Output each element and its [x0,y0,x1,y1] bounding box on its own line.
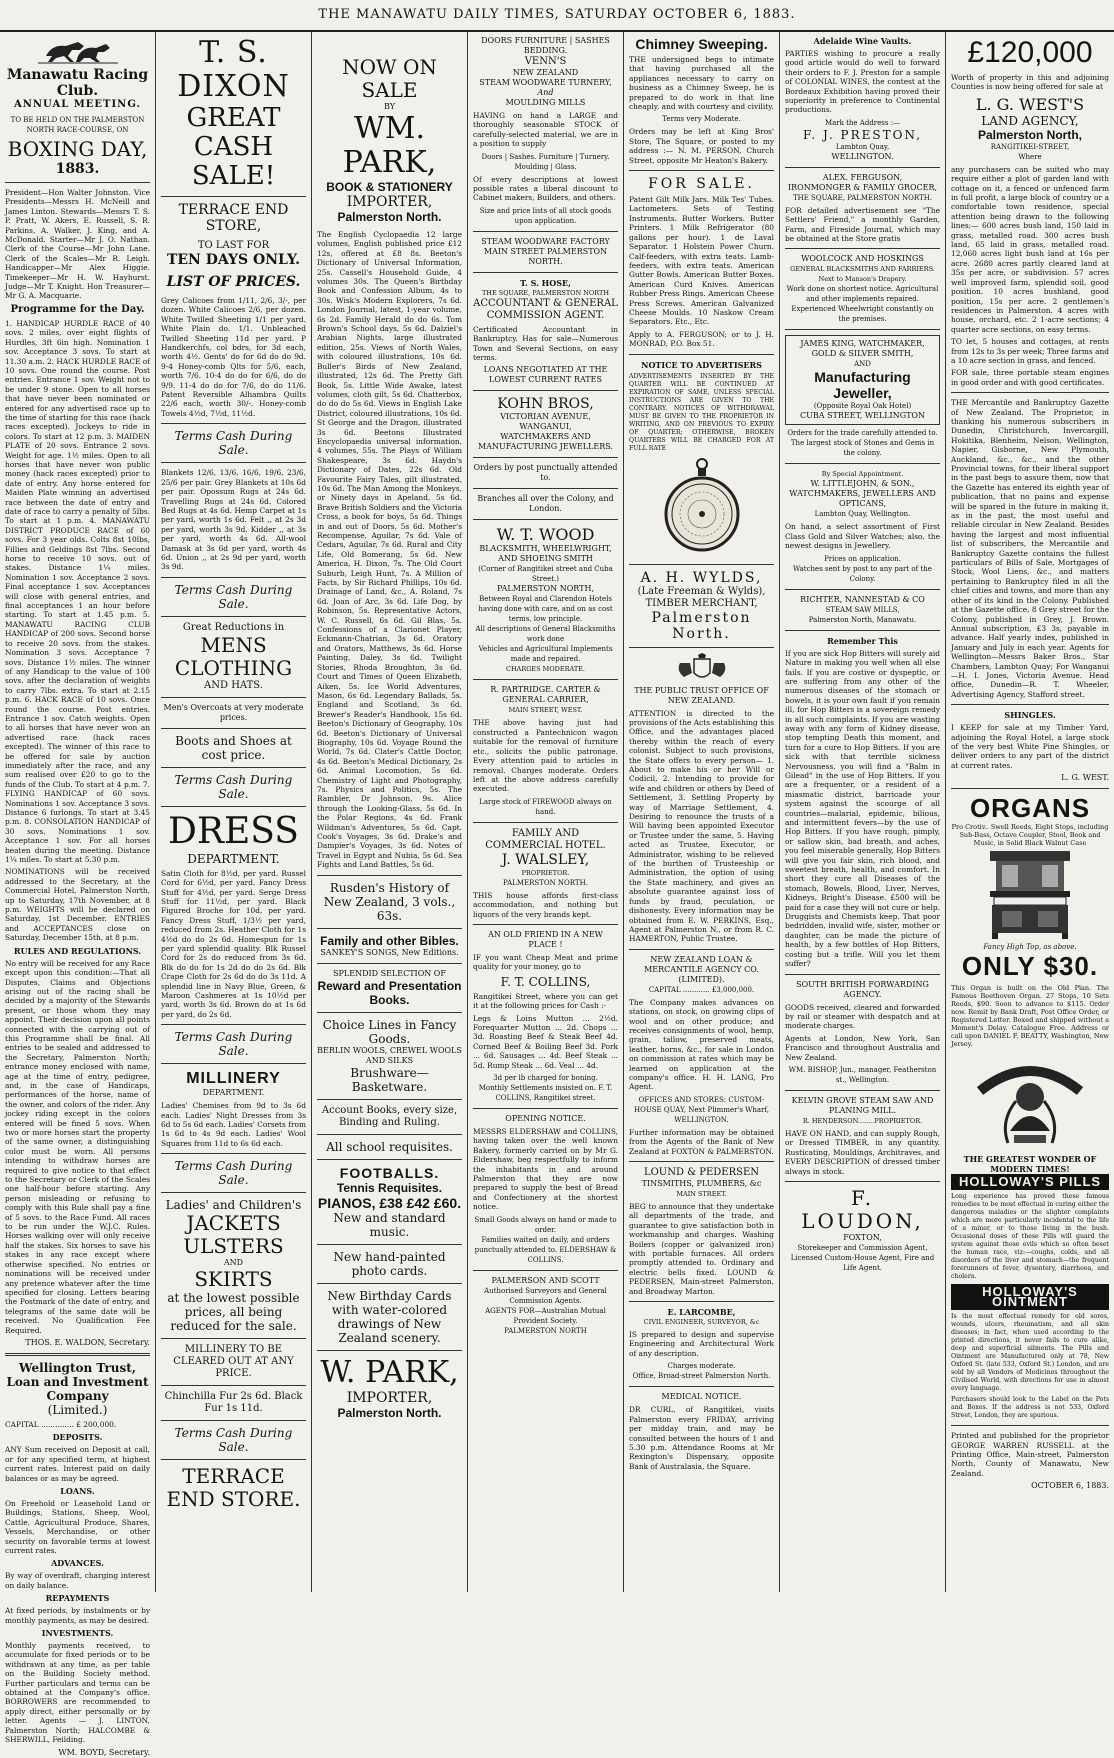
mens-clothing: MENS CLOTHING [174,632,293,680]
kohn-branches: Branches all over the Colony, and London. [477,494,614,514]
programme-text: 1. HANDICAP HURDLE RACE of 40 sovs. 2 miles, over eight flights of Hurdles, 3ft 6in high. Nomination 1 sov. Acceptance 3 sovs. To start at 11.30 a.m. 2. HACK HURDLE RACE of 10 sovs. One round the course. Post entries. Entrance 1 sov. Weight not to be under 9 stone. Open to all horses that have never been nominated or entered for any advertised race up to the time of starting for this race (hack races excepted). Jockeys to ride in colors. To start at 12 p.m. 3. MAIDEN PLATE of 20 sovs. Entrance 2 sovs. Weight for age. 1½ miles. Open to all horses that have never won public money (hack races excepted) prior to date of entry. Any horse entered for Maiden Plate winning an advertised race between the date of entry and date of race to carry a penalty of 5lbs. To start at 1 p.m. 4. MANAWATU DISTRICT PRODUCE RACE of 60 sovs. For 3 year olds. Colts 8st 10lbs, Fillies and Geldings 8st 7lbs. Second horse to receive 10 sovs. out of stakes. Distance 1¼ miles. Nomination 1 sov. Acceptance 2 sovs. Final acceptance 1 sov. Acceptances will close with general entries, and final acceptances 1 an hour before starting. To start at 1.45 p.m. 5. MANAWATU RACING CLUB HANDICAP of 200 sovs. Second horse to receive 20 sovs. from the stakes. Nomination 3 sovs. Acceptance 7 sovs. Distance 1½ miles. The winner of any Handicap to the value of 100 sovs. after the declaration of weights to carry 7lbs. extra. To start at 2.15 p.m. 6. HACK RACE of 10 sovs. Once round the course. Post entries. Entrance 1 sov. Catch weights. Open to all horses that have never won an advertised race (hack races excepted). The winner of this race to be offered for sale by auction immediately after the race, and any sum realised over £20 to go to the funds of the Club. To start at 4 p.m. 7. FLYING HANDICAP of 60 sovs. Nominations 1 sov. Acceptance 3 sovs. Distance 6 furlongs. To start at 3.45 p.m. 8. CONSOLATION HANDICAP of 30 sovs. Nominations 1 sov. Acceptance 1 sov. For all horses beaten during the meeting. Distance 1¼ miles. To start at 5.30 p.m. [5,318,150,865]
walsley-palm: PALMERSTON NORTH. [503,878,588,887]
wylds-timber: TIMBER MERCHANT, [645,597,758,609]
rules-text: No entry will be received for any Race except upon this condition:—That all Disputes, Claims and Objections arising out of the racing shall be decided by a majority of the Stewards present, or those whom they may appoint. Their decision upon all points connected with the carrying out of this Programme shall be final. All entries to be sealed and addressed to the Secretary, Palmerston North; entrance money enclosed with name, age at the time of entry, pedigree, and, in the case of Handicaps, performances of the horse, name of the owner, and colors of the rider. Any jockey riding except in the colors entered will be fined 5 sovs. When two or more horses start the property of the same owner, a distinguishing color must be worn. All persons intending to withdraw horses are required to give notice to that effect to the Secretary or Clerk of the Scales one half-hour before starting. Any person misleading or refusing to comply with this Rule shall pay a fine of 5 sovs. to the Race Fund. All races to be run under the W.J.C. Rules. Horses walking over will only receive half the stakes. Six horses to save his stakes in any race except where otherwise specified. No entries or nominations will be received under any pretence whatever after the time specified for closing. Letters bearing the Postmark of the date of entry, and telegrams of the same date will be received. No Qualification Fee Required. [5,958,150,1335]
wylds-late: (Late Freeman & Wylds), [637,585,766,597]
hop-bitters-text: If you are sick Hop Bitters will surely aid Nature in making you well when all else fails. If you are costive or dyspeptic, or are suffering from any other of the numerous diseases of the stomach or bowels, it is your own fault if you remain ill, for Hop Bitters is a sovereign remedy in all such complaints. If you are wasting away with any form of Kidney disease, stop tempting Death this moment, and turn for a cure to Hop Bitters. If you are sick with that terrible sickness Nervousness, you will find a "Balm in Gilead" in the use of Hop Bitters. If you are a frequenter, or a resident of a miasmatic district, barricade your system against the scourge of all countries—malarial, epidemic, bilious, and intermittent fevers—by the use of Hop Bitters. If you have rough, pimply, or sallow skin, bad breath, and aches, you feel miserable generally, Hop Bitters will give you fair skin, rich blood, and sweetest breath, health, and comfort. In short they cure all Diseases of the stomach, Bowels, Blood, Liver, Nerves, Kidneys, Bright's Disease. £500 will be paid for a case they will not cure or help. Druggists and Chemists keep. That poor bedridden, invalid wife, sister, mother or daughter, can be made the picture of health, by a few bottles of Hop Bitters, costing but a trifle. Will you let them suffer? [785,648,940,969]
collins-name: F. T. COLLINS, [500,974,591,989]
great-cash-sale: GREAT CASH SALE! [186,103,281,191]
terrace-end-footer: TERRACE END STORE. [166,1464,301,1512]
dixon-name: T. S. DIXON [177,35,290,104]
venns: VENN'S [524,56,567,67]
public-trust-text: ATTENTION is directed to the provisions of the Acts establishing this Office, and the advantages placed thereby within the reach of every colonist. Subject to such provisions, the State offers to every person— 1. About to make his or her Will or Codicil, 2. Intending to provide for wife and children or others by Deed of Settlement, 3. Settling Property by way of Marriage Settlement, 4. Desiring to renounce the trusts of a Will having been appointed Executor or Trustee under the same, 5. Having acted as Trustee, Executor, or Administrator, wishing to be relieved of the burthen of Trusteeship or Administration, the option of using the State machinery, and gives an absolute guarantee against loss of funds by fraud, peculation, or dishonesty. Every information may be obtained from E. W. PERKINS, Esq., Agent at Palmerston N., or from R. C. HAMERTON, Public Trustee. [629,708,774,944]
hose-cert: Certificated Accountant in Bankruptcy. Has for sale—Numerous Town and Several Sections, on easy terms. [473,324,618,363]
opening-notice: OPENING NOTICE. [505,1114,586,1123]
account-books: Account Books, every size, Binding and Ruling. [321,1104,458,1128]
littlejohn-prices: Prices on application. [824,554,901,563]
ferguson-name: ALEX. FERGUSON, [822,172,903,182]
hose-name: T. S. HOSE, [520,277,571,288]
loans-negotiated: LOANS NEGOTIATED AT THE LOWEST CURRENT RATES [483,365,608,385]
nz-loan-capital: CAPITAL ............ £3,000,000. [648,985,755,994]
adelaide-mark: Mark the Address :— [824,118,901,127]
wylds-palm: Palmerston North. [651,609,752,642]
terms-cash-5: Terms Cash During Sale. [174,1159,293,1188]
palmerson-agents: AGENTS FOR—Australian Mutual Provident Society. [485,1306,606,1325]
sankeys-songs: SANKEY'S SONGS, New Editions. [320,947,459,957]
kohn-victoria: VICTORIAN AVENUE, WANGANUI, [500,412,591,432]
birthday-cards: New Birthday Cards with water-colored drawings of New Zealand scenery. [327,1288,452,1345]
kelvin-grove: KELVIN GROVE STEAM SAW AND PLANING MILL. [791,1095,934,1115]
venn-items: Doors | Sashes. Furniture | Turnery. Moulding | Glass. [481,152,610,171]
investments-text: Monthly payments received, to accumulate for fixed periods or to be withdrawn at any time, as per table on the Building Society method. Further particulars and terms can be obtained at the Company's office. BORROWERS are recommended to apply direct, either personally or by letter. Agents — J. LINTON, Palmerston North; HALCOMBE & SHERWILL, Feilding. [5,1641,150,1745]
moulding-mills: MOULDING MILLS [505,98,586,107]
west-where: Where [1018,152,1042,161]
adelaide-text: PARTIES wishing to procure a really good article would do well to forward their orders to F. J. Preston for a sample of COLONIAL WINES, the contest at the Bordeaux Exhibition having proved their superiority in preference to Continental productions. [785,49,940,115]
south-bishop: WM. BISHOP, Jun., manager, Featherston st., Wellington. [788,1065,937,1084]
dress-prices: Satin Cloth for 8½d, per yard. Russel Cord for 6½d, per yard. Fancy Dress Stuff for 4½d, per yard. Serge Dress Stuff for 11½d, per yard. Black Figured Broche for 10d, per yard. Fancy Dress Stuff, 1/3½ per yard, reduced from 2s. Heather Cloth for 1s 4½d do do 2s 6d. Homespun for 1s per yard splendid quality. Blk Russel Cord for 2s do reduced from 3s 6d. Blk do do for 1s 2d do do 2s 6d. Blk Crape Cloth for 2s 6d do do 3s 11d. A splendid line in Navy Blue, Green, & Maroon Cashmeres at 1s 10½d per yard, worth 3s 6d. Brown do at 1s 6d per yard, do 2s 6d. [161,868,306,1019]
kohn-bros: KOHN BROS, [497,396,594,413]
walsley: J. WALSLEY, [501,851,590,868]
advances-title: ADVANCES. [51,1558,104,1569]
royal-coat-of-arms-icon [629,653,774,686]
wood-black: BLACKSMITH, WHEELWRIGHT, AND SHOEING SMITH [479,544,612,564]
great-reductions: Great Reductions in [182,621,285,633]
steam-woodware: STEAM WOODWARE TURNERY, [479,78,612,87]
now-on-sale: NOW ON SALE [342,55,437,102]
wm-park: WM. PARK, [342,111,437,180]
venn-every: Of every descriptions at lowest possible rates a liberal discount to Cabinet makers, Builders, and others. [473,174,618,203]
nz-loan: NEW ZEALAND LOAN & MERCANTILE AGENCY CO. (LIMITED). [644,954,759,984]
loudon: F. LOUDON, [801,1185,924,1233]
list-of-prices: LIST OF PRICES. [166,274,301,290]
prices-list-1: Grey Calicoes from 1/11, 2/6, 3/-, per dozen. White Calicoes 2/6, per dozen. White Twilled Sheeting 1/1 per yard. White Plain do. 1/1. Unbleached Twilled Sheeting 11d per yard. P Handkerchfs, col bdrs, for 3d each, worth 4½. Gents' do for 6d do do 9d. 9-4 Honey-comb Qlts for 5/6, each, worth 7/6. 10-4 do do for 6/6, do do 9/9. 11-4 do do for 7/6, do do 11/6. Patent Reversible Alhambra Quilts 22/6 each, worth 30/-. Honey-comb Towels 4½d, 7½d, 11½d. [161,296,306,418]
woolcock-work: Work done on shortest notice. Agricultural and other implements repaired. [786,285,939,304]
king-orders: Orders for the trade carefully attended to. [787,429,938,438]
pianos: PIANOS, £38 £42 £60. [317,1194,462,1211]
wests-agency: L. G. WEST'S [975,94,1085,114]
dress-heading: DRESS [168,810,299,852]
collins-monthly: Monthly Settlements insisted on. F. T. COLLINS, Rangitikei street. [478,1084,613,1102]
richter: RICHTER, NANNESTAD & CO [800,594,925,604]
preston-wellington: WELLINGTON. [831,151,894,161]
partridge: R. PARTRIDGE. CARTER & GENERAL CARRIER, [490,685,601,705]
loudon-foxton: FOXTON, [843,1232,882,1242]
medical-notice: MEDICAL NOTICE. [661,1392,742,1402]
column-6 [780,32,946,1592]
amount-120000: £120,000 [967,36,1093,69]
mens-overcoats: Men's Overcoats at very moderate prices. [163,702,304,722]
south-goods: GOODS received, cleared and forwarded by rail or steamer with despatch and at moderate charges. [785,1002,940,1031]
importer: IMPORTER, [346,194,433,210]
littlejohn-text: On hand, a select assortment of First Class Gold and Silver Watches; also, the newest designs in Jewellery. [785,522,940,551]
king-opp: (Opposite Royal Oak Hotel) [813,402,912,411]
column-3 [312,32,468,1592]
ulsters: ULSTERS [183,1234,284,1259]
and-word-4: And [537,88,554,97]
rules-title: RULES AND REGULATIONS. [13,945,142,956]
nominations-text: NOMINATIONS will be received addressed to the Secretary, at the Commercial Hotel, Palmerston North, up to Saturday, 17th November, at 8 p.m. WEIGHTS will be declared on Saturday, 1st December. ENTRIES and ACCEPTANCES close on Saturday, December 15th, at 8 p.m. [5,867,150,943]
deposits-text: ANY Sum received on Deposit at call, or for any specified term, at highest current rates. Interest paid on daily balances or as may be agreed. [5,1445,150,1483]
deposits-title: DEPOSITS. [52,1432,103,1443]
new-zealand: NEW ZEALAND [512,68,579,77]
kelvin-text: HAVE ON HAND, and can supply Rough, or Dressed TIMBER, in any quantity. Rusticating, Mouldings, Architraves, and EVERY DESCRIPTION of dressed timber always in stock. [785,1128,940,1176]
nz-loan-offices: OFFICES AND STORES: CUSTOM-HOUSE QUAY, Next Plimmer's Wharf, WELLINGTON. [634,1095,769,1124]
partridge-main: MAIN STREET, WEST. [508,706,583,715]
lound-pedersen: LOUND & PEDERSEN [643,1167,760,1178]
shingles: SHINGLES. [1004,710,1056,721]
meeting-year: 1883. [55,161,100,177]
ointment-text: Is the most effectual remedy for old sores, wounds, ulcers, rheumatism, and all skin diseases; in fact, when used according to the printed directions, it never fails to cure alike, deep and superficial ailments. The Pills and Ointment are Manufactured only at 78, New Oxford St. (late 533, Oxford St.) London, and are sold by all Vendors of Medicines throughout the Civilised World, with directions for use in almost every language. [951,1313,1109,1393]
king-cuba: CUBA STREET, WELLINGTON [800,411,925,421]
purchasers-text: Purchasers should look to the Label on the Pots and Boxes. If the address is not 533, Oxford Street, London, they are spurious. [951,1396,1109,1420]
public-trust-title: THE PUBLIC TRUST OFFICE OF NEW ZEALAND. [634,685,769,705]
programme-title: Programme for the Day. [10,303,145,315]
chimney-terms: Terms very Moderate. [662,115,741,124]
south-agents: Agents at London, New York, San Francisco and throughout Australia and New Zealand. [785,1033,940,1062]
loans-text: On Freehold or Leasehold Land or Buildings, Stations, Sheep, Wool, Cattle, Agricultural Produce, Shares, Vessels, Merchandise, or other security on favorable terms at lowest current rates. [5,1498,150,1555]
dairy-apply: Apply to A. FERGUSON; or to J. H. MONRAD, P.O. Box 51. [629,329,774,349]
wood-vehicles: Vehicles and Agricultural Implements made and repaired. [478,645,613,664]
organs-sub: Pro Crotiv.. Swell Reeds, Eight Stops, including Sub-Bass, Octave Coupler, Stool, Book and Music, in Solid Black Walnut Case [951,823,1109,848]
splendid-selection: SPLENDID SELECTION OF [333,968,446,978]
eldershaw-small: Small Goods always on hand or made to order. [474,1215,617,1234]
terrace-end-store: TERRACE END STORE, [178,202,289,234]
trust-capital: CAPITAL .............. £ 200,000. [5,1419,117,1429]
west-text: any purchasers can be suited who may require either a plot of garden land with cottage on it, a fenced or unfenced farm in full profit, a large block of country or a comfortable town residence, special attention being drawn to the following lines;— 600 acres bush land, 150 laid in grass, metalled road. 300 acres bush land, 65 laid in grass, metalled road. 12,060 acres light bush land at 16s per acre. 2680 acres partly cleared land at 35s per acre, or subdivision. 57 acres well improved farm, splendid soil, good position. 10 acres bushland, good position, 15s per acre. 2 gentlemen's residences in Palmerston. 4 acres with house, orchard, etc. 2 1-acre sections; 4 quarter acre sections, on easy terms. [951,164,1109,334]
club-officers: President—Hon Walter Johnston. Vice Presidents—Messrs H. McNeill and James Linton. Stewards—Messrs T. S. P. Pratt, W. Akers, E. Russell, S. R. Parkins, A. Walker, J. King, and A. McDonald. Starter—Mr J. O. Nathan. Clerk of the Course—Mr John Lane. Clerk of the Scales—Mr R. Leigh. Handicapper—Mr Alex Higgie. Timekeeper—Mr H. W. Hayhurst. Judge—Mr T. Knight. Hon Treasurer—Mr G. A. Macquarie. [5,188,150,301]
millinery-clearance: MILLINERY TO BE CLEARED OUT AT ANY PRICE. [173,1344,294,1380]
wood-name: W. T. WOOD [496,525,595,545]
old-friend: AN OLD FRIEND IN A NEW PLACE ! [488,929,603,949]
west-for-sale: FOR sale, three portable steam engines in good order and with good certificates. [951,368,1109,387]
mercantile-gazette: THE Mercantile and Bankruptcy Gazette of New Zealand. The Proprietor, in thanking his numerous subscribers in Dunedin, Christchurch, Invercargill, Hokitika, Blenheim, Nelson, Wellington, Napier, Gisborne, New Plymouth, Auckland, &c., &c., and the other Provincial towns, for their liberal support in the past begs to assure them, now that the Gazette has entered its eighth year of publication, that no pains and expense will be spared in the future in making it, as in the past, the most useful and reliable circular in New Zealand. Besides having the largest and most influential list of subscribers, the Mercantile and Bankruptcy Gazette contains the fullest particulars of Bills of Sale, Mortgages of Stock, Wool Liens, &c., and matters pertaining to Bankruptcy filed in all the chief cities and towns, and more than any other of its kind in the Colony. Published at the Gazette office, 8 Grey street for the Colony, published in Grey, J. Brown. Annual subscription, £3 3s, payable in advance. Half yearly index, published in January and July in each year. Agents for Wellington—Messrs Baker Bros., Star Chambers, Lambton Quay; For Wanganui—H. I. Jones, Victoria Avenue. Head office, Dunedin—R. T. Wheeler, Advertising Agency, Stafford street. [951,398,1109,699]
manufacturing-jeweller: Manufacturing Jeweller, [814,369,911,402]
littlejohn-watches: Watches sent by post to any part of the Colony. [793,564,932,583]
column-7 [946,32,1114,1592]
south-british: SOUTH BRITISH FORWARDING AGENCY. [796,979,929,999]
holloways-pills: HOLLOWAY'S PILLS [951,1174,1109,1190]
eldershaw-families: Families waited on daily, and orders punctually attended to. ELDERSHAW & COLLINS. [474,1235,617,1264]
beatty-text: This Organ is built on the Old Plan. The Famous Beethoven Organ. 27 Stops, 10 Sets Reeds, $90. Soon to advance to $115. Order now. Remit by Bank Draft, Post Office Order, or Registered Letter. Boxed and shipped without a Moment's Delay. Catalogue Free. Address or call upon DANIEL F. BEATTY, Washington, New Jersey. [951,984,1109,1049]
berlin-wools: BERLIN WOOLS, CREWEL WOOLS AND SILKS [317,1045,462,1065]
millinery-heading: MILLINERY [186,1070,281,1088]
palmerston-north-footer: Palmerston North. [337,1405,442,1420]
larcombe-text: IS prepared to design and supervise Engineering and Architectural Work of any description. [629,1330,774,1358]
skirts: SKIRTS [194,1267,273,1292]
king-and: AND [854,360,871,369]
organ-icon [951,847,1109,942]
only-30: ONLY $30. [961,951,1099,982]
book-stationery: BOOK & STATIONERY [326,180,453,194]
by-word: BY [383,102,396,111]
wood-corner: (Corner of Rangitikei street and Cuba Street.) [478,565,613,584]
organs: ORGANS [969,793,1091,824]
holloways-crest-icon [951,1051,1109,1154]
school-requisites: All school requisites. [326,1139,453,1154]
remember-this: Remember This [827,635,898,646]
preston-name: F. J. PRESTON, [802,127,923,142]
eldershaw-text: MESSRS ELDERSHAW and COLLINS, having taken over the well known Bakery, formerly carried on by Mr G. Eldershaw, beg respectfully to inform the inhabitants in and around Palmerston that they are now prepared to supply the best of Bread and Confectionery at the shortest notice. [473,1127,618,1212]
adelaide-vaults: Adelaide Wine Vaults. [813,36,912,46]
advances-text: By way of overdraft, charging interest on daily balance. [5,1571,150,1590]
greatest-wonder: THE GREATEST WONDER OF MODERN TIMES! [963,1154,1097,1175]
richter-steam: STEAM SAW MILLS, [825,605,900,614]
secretary-signature: THOS. E. WALDON, Secretary. [25,1337,150,1347]
littlejohn-watch: WATCHMAKERS, JEWELLERS AND OPTICANS, [789,489,936,509]
nz-loan-text: The Company makes advances on stations, on stock, on growing clips of wool and on other produce; and receives consignments of wool, hemp, grain, tallow, preserved meats, leather, horns, &c., for sale in London on commission at rates which may be learned on application at the company's office. H. H. LANG, Pro Agent. [629,997,774,1092]
woolcock-general: GENERAL BLACKSMITHS AND FARRIERS. Next to Manson's Drapery. [790,265,935,284]
notice-advertisers-text: ADVERTISEMENTS INSERTED BY THE QUARTER WILL BE CONTINUED AT EXPIRATION OF SAME, UNLESS SPECIAL INSTRUCTIONS ARE GIVEN TO THE CONTRARY. NOTICES OF WITHDRAWAL MUST BE GIVEN TO THE PROPRIETOR IN WRITING, AND ON PREVIOUS TO EXPIRY OF QUARTER; OTHERWISE, BROKEN QUARTERS WILL BE CHARGED FOR AT FULL RATE [629,372,774,452]
family-bibles: Family and other Bibles. [320,933,459,948]
ferguson-square: THE SQUARE, PALMERSTON NORTH. [792,193,933,202]
hose-square: THE SQUARE, PALMERSTON NORTH [481,288,610,297]
investments-title: INVESTMENTS. [41,1628,114,1639]
wood-charges: CHARGES MODERATE. [505,665,585,674]
lowest-prices: at the lowest possible prices, all being reduced for the sale. [167,1291,300,1334]
wood-between: Between Royal and Clarendon Hotels [479,595,612,604]
terms-cash-6: Terms Cash During Sale. [174,1426,293,1455]
wood-all: All descriptions of General Blacksmiths work done [475,625,616,644]
pocket-watch-icon [629,456,774,559]
west-to-let: TO let, 5 houses and cottages, at rents from 12s to 3s per week; Three farms and a 10 acre section in grass, and fenced. [951,337,1109,365]
shingles-text: I KEEP for sale at my Timber Yard, adjoining the Royal Hotel, a large stock of the very best White Pine Shingles, or deliver orders to any part of the district at current rates. [951,723,1109,770]
venn-having: HAVING on hand a LARGE and thoroughly seasonable STOCK of carefully-selected material, we are in a position to supply [473,111,618,149]
boots-and-shoes: Boots and Shoes at cost price. [175,733,292,762]
notice-advertisers: NOTICE TO ADVERTISERS [641,359,762,370]
shingles-west: L. G. WEST. [1061,773,1109,783]
venn-factory: STEAM WOODWARE FACTORY MAIN STREET PALMERSTON NORTH. [481,236,610,266]
ten-days-only: TEN DAYS ONLY. [166,252,301,268]
dairy-items: Patent Gilt Milk Jars. Milk Tes' Tubes. Lactometers. Sets of Testing Instruments. Butter Workers. Butter Printers. 1 Milk Refrigerator (80 gallons per hour). 1 de Laval Separator. 1 Holstein Power Churn. Calf-feeders, with extra teats. Lamb-feeders, with extra teats. American Gutter Bowls. American Butter Boxes. American Curd Knives. American Rubber Press Rings. American Cheese Press Screws. American Galvanized Cheese Moulds. 10 Naskow Cream Separators. Etc., Etc. [629,195,774,327]
woolcock: WOOLCOCK AND HOSKINGS [801,254,924,264]
trust-title: Wellington Trust, Loan and Investment Company [6,1360,149,1403]
dress-department: DEPARTMENT. [187,851,280,866]
larcombe: E. LARCOMBE, [667,1307,736,1318]
king-name: JAMES KING, WATCHMAKER, GOLD & SILVER SMITH, [800,339,925,359]
wood-having: having done with care, and on as cost terms, low principle. [478,605,613,624]
wood-palm: PALMERSTON NORTH, [496,584,594,594]
walsley-text: THIS house affords first-class accommodation, and nothing but liquors of the very brands kept. [473,890,618,919]
ferguson-text: FOR detailed advertisement see "The Settlers' Friend," a monthly Garden, Farm, and Fireside Journal, which may be obtained at the Store gratis [785,205,940,244]
new-music: New and standard music. [333,1210,446,1239]
larcombe-charges: Charges moderate. [667,1362,736,1371]
column-4 [468,32,624,1592]
dr-curl-text: DR CURL, of Rangitikei, visits Palmerston every FRIDAY, arriving per midday train, and may be consulted between the hours of 1 and 5.30 p.m. Attendance Rooms at Mr Rexington's Dispensary, opposite Bank of Australasia, the Square. [629,1405,774,1471]
boxing-day: BOXING DAY, [7,137,148,161]
accountant: ACCOUNTANT & GENERAL COMMISSION AGENT. [473,297,618,321]
partridge-firewood: Large stock of FIREWOOD always on hand. [479,797,612,816]
king-largest: The largest stock of Stones and Gems in the colony. [790,439,935,458]
preston-lambton: Lambton Quay, [835,142,890,151]
fancy-high-top: Fancy High Top, as above. [983,943,1077,952]
terms-cash-4: Terms Cash During Sale. [174,1030,293,1059]
collins-meats: Legs & Loins Mutton ... 2½d. Forequarter Mutton ... 2d. Chops ... 3d. Roasting Beef & Steak Beef 4d. Corned Beef & Boiling Beef 3d. Pork ... 6d. Sausages ... 4d. Beef Steak ... 5d. Rump Steak ... 6d. Veal ... 4d. [473,1013,618,1070]
walsley-proprietor: PROPRIETOR. [521,868,570,877]
club-name: Manawatu Racing Club. [6,67,149,99]
chimney-orders: Orders may be left at King Bros' Store, The Square, or posted to my address :— N. M. PERSON, Church Street, opposite Mr Heaton's Bakery. [629,127,774,165]
column-1 [0,32,156,1757]
prices-list-2: Blankets 12/6, 13/6, 16/6, 19/6, 23/6, 25/6 per pair. Grey Blankets at 10s 6d per pair. Opossum Rugs at 24s 6d. Travelling Rugs at 24s 6d. Colored Bed Rugs at 4s 6d. Hemp Carpet at 1s per yard, worth 1s 6d. Felt ,, at 2s 3d per yard, worth 3s 9d. Kidder ,, at 3s per yard, worth 4s 6d. All-wool Damask at 3s 6d per yard, worth 4s 6d. Union ,, at 2s 9d per yard, worth 3s 9d. [161,468,306,572]
pills-text: Long experience has proved these famous remedies to be most effectual in curing either the dangerous maladies or the slighter complaints which are more particularly incidental to the life of a miner, or to those living in the bush. Occasional doses of these Pills will guard the system against those evils which so often beset the human race, viz:—coughs, colds, and all disorders of the liver and stomach—the frequent forerunners of fever, dysentery, diarrhoea, and cholera. [951,1193,1109,1281]
tennis-requisites: Tennis Requisites. [336,1180,443,1195]
doors-sashes: DOORS FURNITURE | SASHES BEDDING. [481,36,610,55]
chinchilla-fur: Chinchilla Fur 2s 6d. Black Fur 1s 11d. [164,1391,303,1415]
trust-limited: (Limited.) [47,1402,108,1417]
loudon-store: Storekeeper and Commission Agent, Licensed Custom-House Agent, Fire and Life Agent. [790,1243,935,1272]
lound-main: MAIN STREET. [676,1190,727,1198]
woolcock-wheelwright: Experienced Wheelwright constantly on the premises. [791,305,934,324]
and-hats: AND HATS. [204,679,263,691]
and-word: AND [223,1258,244,1268]
reward-books: Reward and Presentation Books. [317,978,462,1007]
larcombe-civil: CIVIL ENGINEER, SURVEYOR, &c [643,1318,760,1327]
printed-date: OCTOBER 6, 1883. [1031,1481,1109,1491]
littlejohn: W. LITTLEJOHN, & SON., [810,479,915,489]
chimney-text: THE undersigned begs to intimate that having purchased all the appliances necessary to carry on business as a Chimney Sweep, he is prepared to do work in that line cheaply, and with courtesy and civility. [629,55,774,112]
footballs: FOOTBALLS. [339,1164,440,1181]
ladies-childrens: Ladies' and Children's [165,1198,302,1213]
millinery-department: DEPARTMENT. [202,1088,265,1098]
jackets: JACKETS [186,1211,281,1236]
worth-text: Worth of property in this and adjoining Counties is now being offered for sale at [951,73,1109,92]
column-5 [624,32,780,1592]
masthead: THE MANAWATU DAILY TIMES, SATURDAY OCTOBER 6, 1883. [0,0,1114,32]
millinery-text: Ladies' Chemises from 9d to 3s 6d each. Ladies' Night Dresses from 3s 6d to 5s 6d each. Ladies' Corsets from 1s 6d to 4s 9d each. Ladies' Wool Squares from 11d to 6s 6d each. [161,1101,306,1148]
lound-text: BEG to announce that they undertake all departments of the trade, and guarantee to give satisfaction both in workmanship and charges. Washing Boilers (copper or galvanized iron) with portable furnaces. All orders promptly attended to. Ordinary and electric bells fixed. LOUND & PEDERSEN, Main-street Palmerston, and Broadway Marton. [629,1202,774,1296]
photo-cards: New hand-painted photo cards. [333,1249,446,1278]
kohn-watch: WATCHMAKERS AND MANUFACTURING JEWELLERS. [478,432,613,452]
for-sale: FOR SALE. [648,176,755,193]
west-rangitikei: RANGITIKEI-STREET, [990,142,1070,151]
terms-cash-3: Terms Cash During Sale. [174,772,293,801]
terms-cash-1: Terms Cash During Sale. [174,429,293,458]
collins-rangitikei: Rangitikei Street, where you can get it at the following prices for Cash :- [473,991,618,1011]
wylds: A. H. WYLDS, [640,569,763,586]
palmerson-palm: PALMERSTON NORTH [504,1326,587,1335]
kelvin-henderson: R. HENDERSON........PROPRIETOR. [802,1116,923,1125]
palmerson-surveyors: Authorised Surveyors and General Commission Agents. [484,1286,607,1305]
choice-lines: Choice Lines in Fancy Goods. [322,1017,457,1046]
column-2 [156,32,312,1592]
littlejohn-lambton: Lambton Quay, Wellington. [814,510,911,519]
rusden-history: Rusden's History of New Zealand, 3 vols., 63s. [323,880,456,923]
printed-text: Printed and published for the proprietor GEORGE WARREN RUSSELL at the Printing Office, Main-street, Palmerston North, County of Manawatu, New Zealand. [951,1431,1109,1478]
books-list: The English Cyclopaedia 12 large volumes, English published price £12 12s, offered at £8 8s. Beeton's Dictionary of Universal Information, 25s. Cassell's Household Guide, 4 volumes 30s. The Queen's Birthday Book and Confession Album, 4s to 30s. Wisk's Modern Explorers, 7s 6d. London Journal, latest, 1-year volume, 6s 2d. Family Herald do do 6s. Tom Brown's School days, 5s 6d. Dalziel's Arabian Nights, large illustrated edition, 25s. Views of North Wales, with coloured illustrations, 10s 6d. Buller's Birds of New Zealand, illustrated, 12s 6d. The Pretty Gift Book, 5s. Little Wide Awake, latest volumes, cloth gilt, 5s 6d. Chatterbox, do do do 5s 6d. Views in English Lake District, coloured illustrations, 10s 6d. St George and the Dragon, illustrated 3s 6d. Beetons Illustrated Encyclopaedia universal information, 4 volumes, 55s. The Plays of William Shakespeare, 3s 6d. Haydn's Dictionary of Dates, 22s 6d. Old Favourite Fairy Tales, gilt illustrated, 10s 6d. The Man Among the Monkeys, or Ninety days in Apeland, 5s 6d. Brave British Soldiers and the Victoria Cross, a book for boys, 5s 6d. Things in and out of Doors, 5s 6d. Mother's Recompense, Aguilar, 7s 6d. Vale of Cedars, Aguilar, 7s 6d. Rural and City Life, Old Bomerang, 5s 6d. New America, H. Dixon, 7s. The Old Court Suburb, Leigh Hunt, 7s. A Million of Facts, by Sir Richard Phillips, 10s 6d. Drainage of Land, &c., A. Roland, 7s 6d. Joan of Arc, 3s 6d. Life Dog, by Robinson, 5s. Representative Actors, W. C. Russell, 6s 6d. Gil Blas, 5s. Confessions of a Clarionet Player, Eckmann-Chatrian, 3s 6d. Oratory and Orators, Matthews, 3s 6d. Horse Painting, Daley, 3s 6d. Twilight Stories, Rhoda Broughton, 3s 6d. Court and Times of Queen Elizabeth, Aiken, 5s. Ice World Adventures, Mason, 6s 6d. Legendary Ballads, 5s. England and Scotland, 3s 6d. Brewer's Reader's Handbook, 15s 6d. Beeton's Dictionary of Geography, 10s 6d. Beeton's Dictionary of Universal Biography, 10s 6d. Voyage Round the World, 7s 6d. Clater's Cattle Doctor, 4s 6d. Beeton's Medical Dictionary, 2s 6d. Animal Locomotion, 5s 6d. Chemistry of Light and Photography, 7s. Physics and Politics, 5s. The Rambler, Dr Johnson, 9s. Alice through the Looking-Glass, 5s 6d. In the Polar Regions, 4s 6d. Frank Wildman's Adventures, 5s 6d. Capt. Cook's Voyages, 3s 6d. Drake's and Dampier's Voyages, 3s 6d. Notes of Travel in Egypt and Nubia, 5s 6d. Sea Fights and Land Battles, 5s 6d. [317,230,462,870]
collins-discount: 3d per lb charged for boning. [493,1074,598,1082]
horse-racing-icon [5,36,150,67]
kohn-orders: Orders by post punctually attended to. [473,463,618,483]
special-appointment: By Special Appointment. [821,470,904,479]
chimney-sweeping: Chimney Sweeping. [635,36,768,52]
larcombe-office: Office, Broad-street Palmerston North. [632,1372,771,1381]
family-hotel: FAMILY AND COMMERCIAL HOTEL. [485,827,606,851]
to-last-for: TO LAST FOR [197,240,270,251]
west-palm: Palmerston North, [977,127,1082,142]
terms-cash-2: Terms Cash During Sale. [174,582,293,611]
venn-size: Size and price lists of all stock goods upon application. [479,206,612,225]
repayments-text: At fixed periods, by instalments or by monthly payments, as may be desired. [5,1606,150,1625]
brushware: Brushware—Basketware. [350,1065,429,1094]
boyd-signature: WM. BOYD, Secretary. [58,1747,150,1757]
ferguson-iron: IRONMONGER & FAMILY GROCER, [787,182,938,192]
land-agency: LAND AGENCY, [981,113,1079,128]
collins-intro: IF you want Cheap Meat and prime quality for your money, go to [473,952,618,972]
importer-footer: IMPORTER, [346,1389,433,1406]
richter-palm: Palmerston North, Manawatu. [808,615,917,624]
meeting-title: ANNUAL MEETING. [14,99,141,110]
holloways-ointment: HOLLOWAY'S OINTMENT [951,1284,1109,1310]
partridge-text: THE above having just had constructed a Pantechnicon wagon suitable for the removal of furniture etc., solicits the public patronage. Every attention paid to articles in removal. Charges moderate. Orders left at the above address carefully executed. [473,718,618,794]
palmerson-scott: PALMERSON AND SCOTT [491,1275,600,1285]
newspaper-page [0,32,1114,1757]
w-park-footer: W. PARK, [320,1354,459,1390]
palmerston-north-1: Palmerston North. [337,210,442,224]
repayments-title: REPAYMENTS [45,1593,110,1604]
nz-loan-further: Further information may be obtained from the Agents of the Bank of New Zealand at FOXTON & PALMERSTON. [629,1127,774,1156]
loans-title: LOANS. [60,1485,95,1496]
lound-tinsmiths: TINSMITHS, PLUMBERS, &c [641,1179,762,1188]
held-at: TO BE HELD ON THE PALMERSTON NORTH RACE-COURSE, ON [10,116,145,134]
